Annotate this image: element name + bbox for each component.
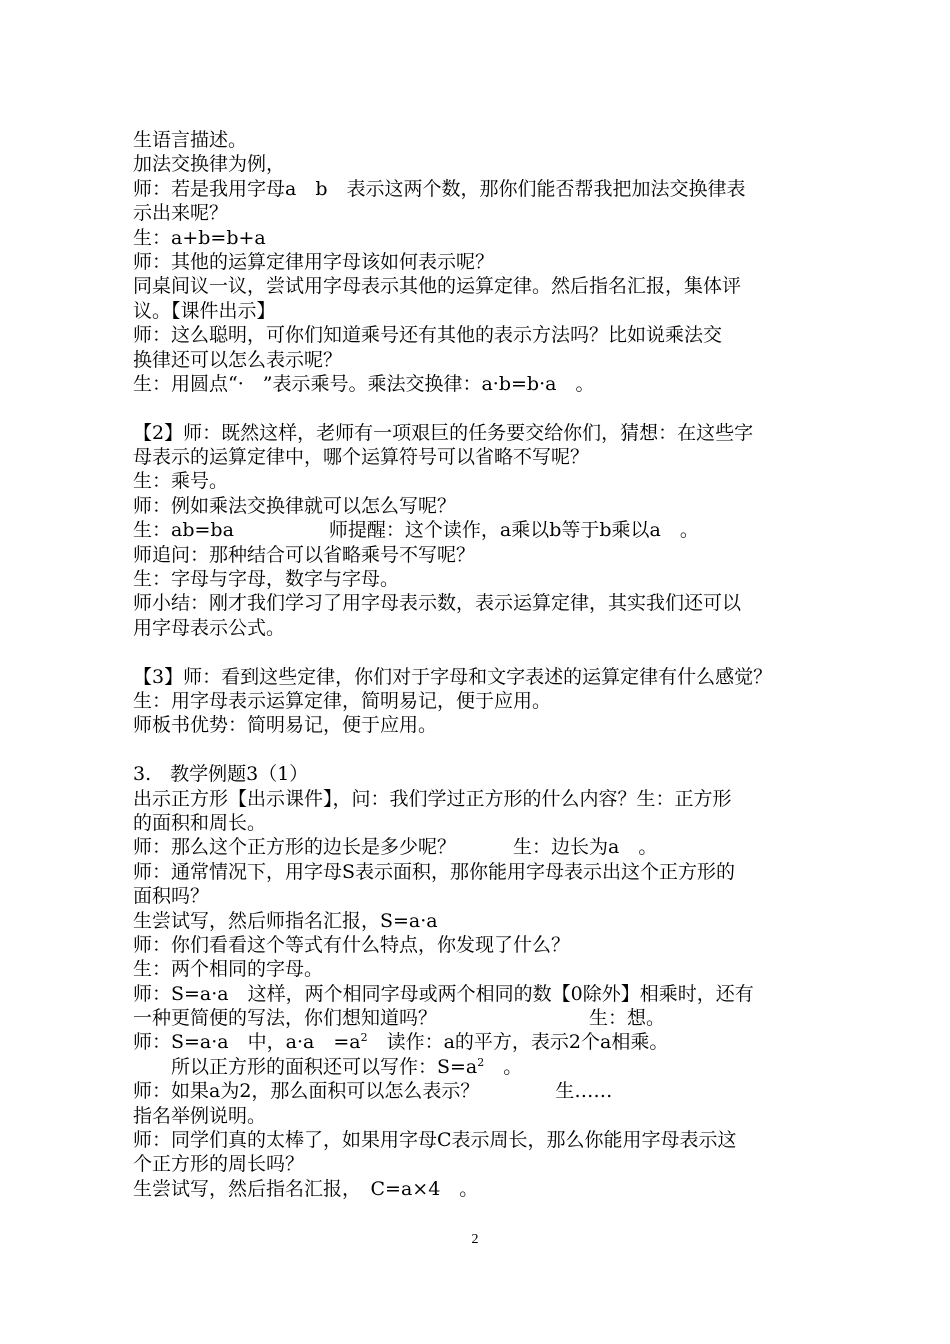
text-line: 生：乘号。 — [133, 470, 229, 493]
blank-line — [133, 640, 833, 664]
text-line: 生语言描述。 — [133, 129, 248, 151]
text-line: 生：a+b=b+a — [133, 226, 266, 249]
text-line: 师小结：刚才我们学习了用字母表示数，表示运算定律，其实我们还可以 — [133, 592, 742, 615]
text-line: 个正方形的周长吗？ — [133, 1153, 305, 1176]
text-line: 师：如果a为2，那么面积可以怎么表示？ 生…… — [133, 1080, 613, 1103]
lesson-body-text — [133, 128, 833, 1201]
text-line: 师：你们看看这个等式有什么特点，你发现了什么？ — [133, 933, 571, 956]
text-line: 生：两个相同的字母。 — [133, 958, 324, 981]
exponent-superscript: 2 — [360, 1031, 368, 1045]
text-line: 师：S=a·a 这样，两个相同字母或两个相同的数【0除外】相乘时，还有 — [133, 982, 754, 1005]
text-line: 师：例如乘法交换律就可以怎么写呢？ — [133, 494, 457, 517]
lesson-lines-top — [133, 128, 833, 1030]
blank-line — [133, 396, 833, 420]
square-area-formula-line: 所以正方形的面积还可以写作：$S=a^2$ 。 — [133, 1055, 523, 1078]
text-line: 3. 教学例题3（1） — [133, 763, 309, 786]
text-line: 一种更简便的写法，你们想知道吗？ 生：想。 — [133, 1007, 666, 1030]
text-line: 加法交换律为例， — [133, 153, 286, 176]
text-line: 同桌间议一议，尝试用字母表示其他的运算定律。然后指名汇报，集体评 — [133, 275, 742, 298]
square-explanation-line: 师：S=a·a 中，a·a $=a^2$ 读作：a的平方，表示2个a相乘。 — [133, 1031, 669, 1054]
text-line: 师：那么这个正方形的边长是多少呢？ 生：边长为a 。 — [133, 836, 658, 859]
text-line: 【3】师：看到这些定律，你们对于字母和文字表述的运算定律有什么感觉？ — [133, 665, 773, 688]
page-number: 2 — [471, 1232, 479, 1247]
text-line: 生：ab=ba 师提醒：这个读作，a乘以b等于b乘以a 。 — [133, 519, 699, 542]
text-line: 示出来呢？ — [133, 202, 229, 225]
text-line: 母表示的运算定律中，哪个运算符号可以省略不写呢？ — [133, 446, 590, 469]
blank-line — [133, 738, 833, 762]
text-line: 指名举例说明。 — [133, 1104, 267, 1127]
text-line: 生：用字母表示运算定律，简明易记，便于应用。 — [133, 689, 552, 712]
text-line: 师：若是我用字母a b 表示这两个数，那你们能否帮我把加法交换律表 — [133, 177, 746, 200]
text-line: 师：同学们真的太棒了，如果用字母C表示周长，那么你能用字母表示这 — [133, 1129, 737, 1152]
lesson-lines-bottom — [133, 1079, 833, 1201]
text-line: 的面积和周长。 — [133, 811, 267, 834]
text-line: 师：这么聪明，可你们知道乘号还有其他的表示方法吗？比如说乘法交 — [133, 324, 723, 347]
text-line: 生：用圆点“· ”表示乘号。乘法交换律：a·b=b·a 。 — [133, 372, 595, 395]
exponent-superscript: 2 — [477, 1055, 485, 1069]
text-line: 【2】师：既然这样，老师有一项艰巨的任务要交给你们，猜想：在这些字 — [133, 421, 754, 444]
text-line: 师追问：那种结合可以省略乘号不写呢？ — [133, 543, 476, 566]
text-line: 面积吗？ — [133, 885, 210, 908]
text-line: 生尝试写，然后师指名汇报，S=a·a — [133, 909, 438, 932]
text-line: 师板书优势：简明易记，便于应用。 — [133, 714, 438, 737]
text-line: 师：通常情况下，用字母S表示面积，那你能用字母表示出这个正方形的 — [133, 860, 736, 883]
text-line: 生尝试写，然后指名汇报， C=a×4 。 — [133, 1177, 479, 1200]
text-line: 出示正方形【出示课件】，问：我们学过正方形的什么内容？生：正方形 — [133, 787, 732, 810]
text-line: 议。【课件出示】 — [133, 299, 276, 322]
text-line: 生：字母与字母，数字与字母。 — [133, 568, 400, 591]
text-line: 师：其他的运算定律用字母该如何表示呢？ — [133, 250, 495, 273]
text-line: 换律还可以怎么表示呢？ — [133, 348, 343, 371]
text-line: 用字母表示公式。 — [133, 616, 286, 639]
